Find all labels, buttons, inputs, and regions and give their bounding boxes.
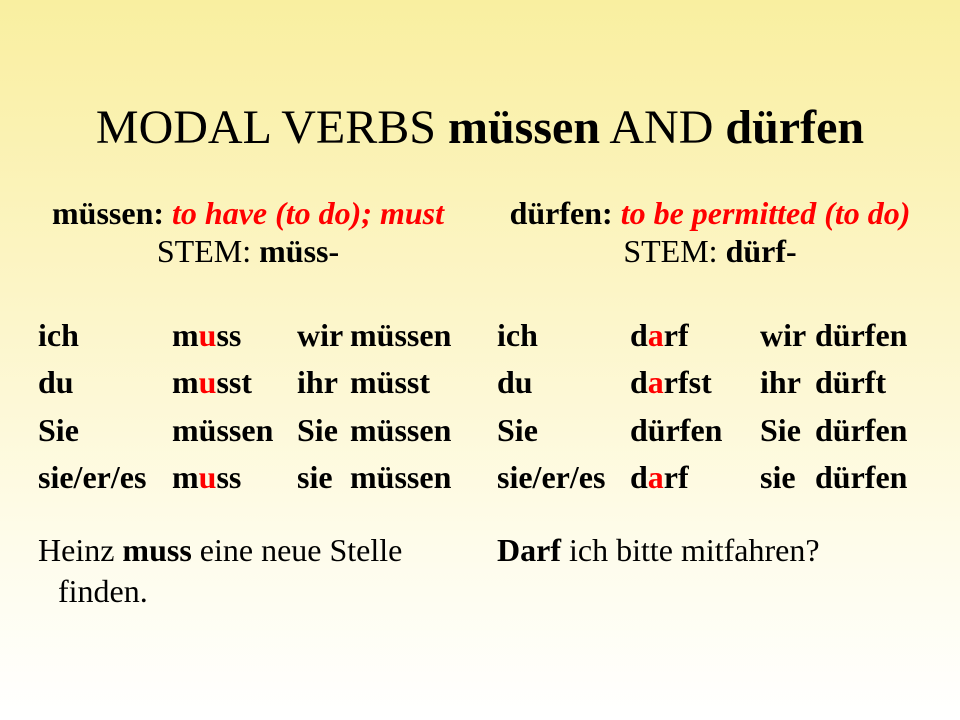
conjugation-table-muessen xyxy=(38,312,458,501)
verb-definition xyxy=(497,194,923,232)
table-row xyxy=(497,312,927,359)
example-verb: Darf xyxy=(497,532,561,568)
slide-title xyxy=(0,101,960,154)
example-sentence-muessen xyxy=(38,530,438,612)
pronoun-singular: ich xyxy=(38,317,79,353)
form-part: d xyxy=(630,364,648,401)
form-highlight: u xyxy=(198,364,217,401)
table-row xyxy=(38,407,458,454)
verb-definition xyxy=(38,194,458,232)
title-text: AND xyxy=(609,101,714,154)
verb-form-plural: dürfen xyxy=(815,411,908,448)
verb-form-singular xyxy=(630,359,712,406)
form-part: rfst xyxy=(663,364,712,401)
example-text: Heinz xyxy=(38,532,115,568)
form-part: ss xyxy=(216,317,242,353)
verb-form-singular xyxy=(172,407,273,454)
form-part: rf xyxy=(663,317,689,353)
example-text: eine neue Stelle finden. xyxy=(58,532,403,609)
table-row xyxy=(38,359,458,406)
pronoun-plural: ihr xyxy=(760,364,801,401)
pronoun-singular: du xyxy=(497,364,533,401)
stem-label: STEM: xyxy=(156,233,252,269)
form-highlight: a xyxy=(647,458,664,495)
pronoun-plural: Sie xyxy=(297,411,338,448)
pronoun-singular: Sie xyxy=(38,411,79,448)
example-verb: muss xyxy=(122,532,192,568)
form-part: d xyxy=(630,317,648,353)
form-highlight: a xyxy=(647,364,664,401)
conjugation-table-duerfen xyxy=(497,312,927,501)
verb-form-singular xyxy=(630,454,689,501)
form-part: rf xyxy=(663,458,689,495)
pronoun-plural: ihr xyxy=(297,364,338,401)
example-sentence-duerfen xyxy=(497,530,897,571)
pronoun-plural: sie xyxy=(760,458,796,495)
form-highlight: u xyxy=(198,458,217,495)
verb-form-plural: müsst xyxy=(350,364,431,401)
form-part: m xyxy=(172,317,199,353)
stem-value: müss- xyxy=(259,233,340,269)
table-row xyxy=(497,454,927,501)
example-text: ich bitte mitfahren? xyxy=(568,532,820,568)
verb-heading-muessen xyxy=(38,194,458,270)
pronoun-plural: wir xyxy=(760,317,807,353)
verb-heading-duerfen xyxy=(497,194,923,270)
form-part: m xyxy=(172,364,199,401)
verb-form-plural: dürfen xyxy=(815,317,908,353)
form-part: d xyxy=(630,458,648,495)
verb-stem xyxy=(38,232,458,270)
verb-infinitive: dürfen: xyxy=(509,195,613,231)
verb-form-plural: müssen xyxy=(350,317,452,353)
verb-form-singular xyxy=(172,312,241,359)
verb-meaning: to be permitted (to do) xyxy=(620,195,911,231)
verb-meaning: to have (to do); must xyxy=(172,195,444,231)
pronoun-singular: sie/er/es xyxy=(497,458,606,495)
pronoun-singular: ich xyxy=(497,317,538,353)
title-verb-muessen: müssen xyxy=(447,101,601,154)
verb-form-singular xyxy=(630,312,689,359)
verb-form-singular xyxy=(630,407,722,454)
stem-value: dürf- xyxy=(725,233,797,269)
table-row xyxy=(497,407,927,454)
pronoun-plural: wir xyxy=(297,317,344,353)
form-part: müssen xyxy=(172,411,274,448)
title-verb-duerfen: dürfen xyxy=(725,101,865,154)
verb-form-plural: dürft xyxy=(815,364,887,401)
verb-form-singular xyxy=(172,454,241,501)
form-part: m xyxy=(172,458,199,495)
verb-form-plural: müssen xyxy=(350,458,452,495)
form-part: dürfen xyxy=(630,411,723,448)
table-row xyxy=(38,312,458,359)
pronoun-plural: sie xyxy=(297,458,333,495)
verb-infinitive: müssen: xyxy=(52,195,165,231)
verb-form-singular xyxy=(172,359,252,406)
pronoun-singular: sie/er/es xyxy=(38,458,147,495)
verb-form-plural: müssen xyxy=(350,411,452,448)
form-highlight: a xyxy=(647,317,664,353)
stem-label: STEM: xyxy=(623,233,718,269)
table-row xyxy=(497,359,927,406)
form-part: ss xyxy=(216,458,242,495)
title-text: MODAL VERBS xyxy=(95,101,436,154)
verb-form-plural: dürfen xyxy=(815,458,908,495)
table-row xyxy=(38,454,458,501)
pronoun-singular: Sie xyxy=(497,411,538,448)
verb-stem xyxy=(497,232,923,270)
pronoun-plural: Sie xyxy=(760,411,801,448)
form-highlight: u xyxy=(198,317,217,353)
pronoun-singular: du xyxy=(38,364,74,401)
form-part: sst xyxy=(216,364,253,401)
